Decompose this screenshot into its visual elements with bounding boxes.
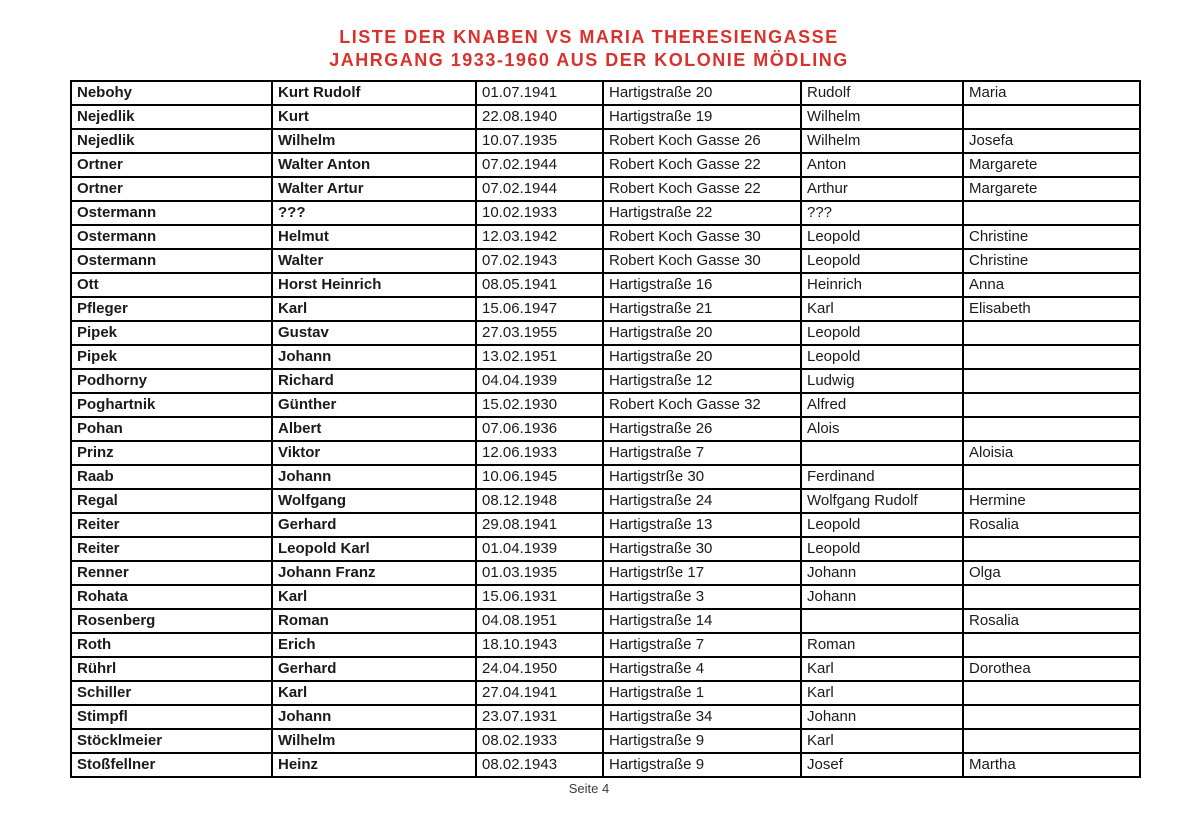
table-cell: Horst Heinrich bbox=[272, 273, 476, 297]
table-cell: Arthur bbox=[801, 177, 963, 201]
table-cell: Hartigstraße 4 bbox=[603, 657, 801, 681]
table-cell: Roman bbox=[801, 633, 963, 657]
table-cell: 01.03.1935 bbox=[476, 561, 603, 585]
table-cell: Wolfgang Rudolf bbox=[801, 489, 963, 513]
table-cell bbox=[963, 201, 1140, 225]
table-cell: Hartigstraße 9 bbox=[603, 729, 801, 753]
table-cell: Josef bbox=[801, 753, 963, 777]
table-row bbox=[71, 441, 1140, 465]
table-row bbox=[71, 609, 1140, 633]
table-cell bbox=[963, 729, 1140, 753]
table-row bbox=[71, 417, 1140, 441]
table-cell: Gerhard bbox=[272, 657, 476, 681]
table-cell: 29.08.1941 bbox=[476, 513, 603, 537]
table-row bbox=[71, 561, 1140, 585]
table-cell: Hartigstraße 24 bbox=[603, 489, 801, 513]
table-cell: Renner bbox=[71, 561, 272, 585]
table-cell: Hartigstrße 17 bbox=[603, 561, 801, 585]
table-cell: Leopold bbox=[801, 537, 963, 561]
table-cell: Johann bbox=[801, 705, 963, 729]
table-row bbox=[71, 585, 1140, 609]
table-cell: Karl bbox=[272, 297, 476, 321]
table-cell: Stimpfl bbox=[71, 705, 272, 729]
table-cell: 08.02.1943 bbox=[476, 753, 603, 777]
table-cell bbox=[963, 681, 1140, 705]
table-cell bbox=[801, 609, 963, 633]
table-cell: Regal bbox=[71, 489, 272, 513]
table-cell: 10.07.1935 bbox=[476, 129, 603, 153]
table-cell: Hartigstraße 9 bbox=[603, 753, 801, 777]
table-cell: Margarete bbox=[963, 177, 1140, 201]
title-line-1: LISTE DER KNABEN VS MARIA THERESIENGASSE bbox=[339, 27, 839, 47]
table-cell: Roman bbox=[272, 609, 476, 633]
table-cell: Rosalia bbox=[963, 609, 1140, 633]
table-cell: Ortner bbox=[71, 153, 272, 177]
table-cell bbox=[963, 585, 1140, 609]
table-cell: Rührl bbox=[71, 657, 272, 681]
table-cell: Richard bbox=[272, 369, 476, 393]
table-cell: Rosalia bbox=[963, 513, 1140, 537]
table-cell: Johann Franz bbox=[272, 561, 476, 585]
table-cell: Ott bbox=[71, 273, 272, 297]
table-cell: Karl bbox=[801, 729, 963, 753]
table-cell: Hartigstraße 1 bbox=[603, 681, 801, 705]
table-cell bbox=[963, 705, 1140, 729]
table-cell bbox=[963, 369, 1140, 393]
table-cell: 01.04.1939 bbox=[476, 537, 603, 561]
table-row bbox=[71, 369, 1140, 393]
table-cell: 07.02.1944 bbox=[476, 153, 603, 177]
table-cell bbox=[963, 321, 1140, 345]
document-title bbox=[0, 26, 1178, 72]
table-cell: Hartigstraße 20 bbox=[603, 81, 801, 105]
table-cell: 12.03.1942 bbox=[476, 225, 603, 249]
table-cell: Karl bbox=[801, 657, 963, 681]
table-row bbox=[71, 753, 1140, 777]
table-cell: 24.04.1950 bbox=[476, 657, 603, 681]
table-cell bbox=[963, 465, 1140, 489]
table-cell: Christine bbox=[963, 249, 1140, 273]
table-cell: Schiller bbox=[71, 681, 272, 705]
table-row bbox=[71, 513, 1140, 537]
table-cell: Stoßfellner bbox=[71, 753, 272, 777]
table-cell: Johann bbox=[801, 585, 963, 609]
table-cell: Hermine bbox=[963, 489, 1140, 513]
table-cell: Pipek bbox=[71, 321, 272, 345]
table-cell: Walter bbox=[272, 249, 476, 273]
table-cell: Ostermann bbox=[71, 249, 272, 273]
table-cell: Martha bbox=[963, 753, 1140, 777]
table-cell: 04.04.1939 bbox=[476, 369, 603, 393]
table-cell: 15.06.1931 bbox=[476, 585, 603, 609]
table-cell: Prinz bbox=[71, 441, 272, 465]
table-cell: Hartigstraße 7 bbox=[603, 633, 801, 657]
table-row bbox=[71, 225, 1140, 249]
table-row bbox=[71, 393, 1140, 417]
table-cell: Ostermann bbox=[71, 225, 272, 249]
table-cell: Walter Anton bbox=[272, 153, 476, 177]
table-cell: Johann bbox=[272, 465, 476, 489]
table-row bbox=[71, 249, 1140, 273]
table-cell: Heinrich bbox=[801, 273, 963, 297]
table-cell bbox=[801, 441, 963, 465]
table-cell: Hartigstraße 14 bbox=[603, 609, 801, 633]
table-cell: Robert Koch Gasse 26 bbox=[603, 129, 801, 153]
table-cell: Hartigstraße 30 bbox=[603, 537, 801, 561]
table-row bbox=[71, 537, 1140, 561]
table-cell: 23.07.1931 bbox=[476, 705, 603, 729]
table-cell: Nebohy bbox=[71, 81, 272, 105]
title-line-2: JAHRGANG 1933-1960 AUS DER KOLONIE MÖDLING bbox=[329, 50, 849, 70]
table-cell: 15.06.1947 bbox=[476, 297, 603, 321]
table-cell: Ferdinand bbox=[801, 465, 963, 489]
table-cell: Viktor bbox=[272, 441, 476, 465]
table-cell: Rudolf bbox=[801, 81, 963, 105]
table-cell bbox=[963, 393, 1140, 417]
table-row bbox=[71, 705, 1140, 729]
table-row bbox=[71, 729, 1140, 753]
table-row bbox=[71, 633, 1140, 657]
table-cell: Alois bbox=[801, 417, 963, 441]
table-cell: Erich bbox=[272, 633, 476, 657]
table-row bbox=[71, 81, 1140, 105]
table-cell bbox=[963, 105, 1140, 129]
table-cell: Johann bbox=[272, 345, 476, 369]
table-cell: Wolfgang bbox=[272, 489, 476, 513]
table-cell: Dorothea bbox=[963, 657, 1140, 681]
table-cell: Aloisia bbox=[963, 441, 1140, 465]
table-cell: Kurt bbox=[272, 105, 476, 129]
table-row bbox=[71, 201, 1140, 225]
table-cell: Günther bbox=[272, 393, 476, 417]
table-row bbox=[71, 153, 1140, 177]
table-cell bbox=[963, 417, 1140, 441]
table-cell: Rohata bbox=[71, 585, 272, 609]
table-cell: Poghartnik bbox=[71, 393, 272, 417]
table-cell: 27.03.1955 bbox=[476, 321, 603, 345]
table-cell: Christine bbox=[963, 225, 1140, 249]
table-cell: Leopold bbox=[801, 249, 963, 273]
table-cell: Karl bbox=[272, 681, 476, 705]
table-cell: Raab bbox=[71, 465, 272, 489]
table-cell: Anton bbox=[801, 153, 963, 177]
table-cell: Olga bbox=[963, 561, 1140, 585]
table-row bbox=[71, 105, 1140, 129]
roster-table-body bbox=[71, 81, 1140, 777]
table-cell: Hartigstraße 12 bbox=[603, 369, 801, 393]
table-cell: Walter Artur bbox=[272, 177, 476, 201]
table-cell: Elisabeth bbox=[963, 297, 1140, 321]
table-cell: Nejedlik bbox=[71, 105, 272, 129]
table-cell: Pohan bbox=[71, 417, 272, 441]
table-cell: 10.06.1945 bbox=[476, 465, 603, 489]
table-cell: 07.06.1936 bbox=[476, 417, 603, 441]
table-cell: Reiter bbox=[71, 513, 272, 537]
table-cell: Karl bbox=[801, 681, 963, 705]
table-cell: Helmut bbox=[272, 225, 476, 249]
table-cell: 08.12.1948 bbox=[476, 489, 603, 513]
table-cell: 22.08.1940 bbox=[476, 105, 603, 129]
table-cell: Hartigstraße 19 bbox=[603, 105, 801, 129]
table-cell: Josefa bbox=[963, 129, 1140, 153]
table-cell: Hartigstraße 16 bbox=[603, 273, 801, 297]
table-row bbox=[71, 657, 1140, 681]
table-cell: Hartigstraße 22 bbox=[603, 201, 801, 225]
table-cell: Hartigstraße 13 bbox=[603, 513, 801, 537]
table-cell: 15.02.1930 bbox=[476, 393, 603, 417]
table-cell: Johann bbox=[801, 561, 963, 585]
table-cell: Wilhelm bbox=[801, 105, 963, 129]
table-cell bbox=[963, 633, 1140, 657]
table-row bbox=[71, 129, 1140, 153]
table-cell: Reiter bbox=[71, 537, 272, 561]
table-cell: Rosenberg bbox=[71, 609, 272, 633]
table-cell: Hartigstraße 20 bbox=[603, 321, 801, 345]
table-cell: Margarete bbox=[963, 153, 1140, 177]
table-cell: 01.07.1941 bbox=[476, 81, 603, 105]
table-cell: Wilhelm bbox=[801, 129, 963, 153]
table-row bbox=[71, 489, 1140, 513]
table-row bbox=[71, 681, 1140, 705]
table-cell: Nejedlik bbox=[71, 129, 272, 153]
table-cell: Hartigstraße 26 bbox=[603, 417, 801, 441]
table-cell: 08.02.1933 bbox=[476, 729, 603, 753]
table-cell: Karl bbox=[272, 585, 476, 609]
table-cell: Kurt Rudolf bbox=[272, 81, 476, 105]
table-cell: Alfred bbox=[801, 393, 963, 417]
table-cell: Leopold bbox=[801, 513, 963, 537]
table-row bbox=[71, 465, 1140, 489]
table-cell: Karl bbox=[801, 297, 963, 321]
table-cell: Maria bbox=[963, 81, 1140, 105]
table-cell: Robert Koch Gasse 30 bbox=[603, 225, 801, 249]
table-cell: ??? bbox=[801, 201, 963, 225]
table-cell: 18.10.1943 bbox=[476, 633, 603, 657]
table-cell: 08.05.1941 bbox=[476, 273, 603, 297]
table-cell: Hartigstraße 21 bbox=[603, 297, 801, 321]
table-cell: Albert bbox=[272, 417, 476, 441]
table-cell: Gerhard bbox=[272, 513, 476, 537]
table-cell: Pipek bbox=[71, 345, 272, 369]
table-cell: Leopold Karl bbox=[272, 537, 476, 561]
table-cell: 07.02.1943 bbox=[476, 249, 603, 273]
table-cell: Robert Koch Gasse 32 bbox=[603, 393, 801, 417]
table-cell: Pfleger bbox=[71, 297, 272, 321]
table-cell: 12.06.1933 bbox=[476, 441, 603, 465]
table-cell: Wilhelm bbox=[272, 729, 476, 753]
table-row bbox=[71, 297, 1140, 321]
table-cell: 04.08.1951 bbox=[476, 609, 603, 633]
table-cell: Gustav bbox=[272, 321, 476, 345]
table-cell bbox=[963, 345, 1140, 369]
table-cell: Roth bbox=[71, 633, 272, 657]
table-cell: Leopold bbox=[801, 321, 963, 345]
table-cell: ??? bbox=[272, 201, 476, 225]
table-cell: 10.02.1933 bbox=[476, 201, 603, 225]
table-cell: Hartigstraße 34 bbox=[603, 705, 801, 729]
table-cell: Heinz bbox=[272, 753, 476, 777]
table-cell: 13.02.1951 bbox=[476, 345, 603, 369]
table-row bbox=[71, 345, 1140, 369]
table-row bbox=[71, 177, 1140, 201]
table-cell: Ostermann bbox=[71, 201, 272, 225]
table-cell: Leopold bbox=[801, 225, 963, 249]
table-cell: Robert Koch Gasse 22 bbox=[603, 177, 801, 201]
table-cell: 27.04.1941 bbox=[476, 681, 603, 705]
table-cell: Ortner bbox=[71, 177, 272, 201]
table-cell bbox=[963, 537, 1140, 561]
table-cell: Stöcklmeier bbox=[71, 729, 272, 753]
page-number: Seite 4 bbox=[568, 781, 610, 796]
table-row bbox=[71, 273, 1140, 297]
table-row bbox=[71, 321, 1140, 345]
boys-roster-table bbox=[70, 80, 1141, 778]
table-cell: Robert Koch Gasse 22 bbox=[603, 153, 801, 177]
table-cell: 07.02.1944 bbox=[476, 177, 603, 201]
table-cell: Anna bbox=[963, 273, 1140, 297]
table-cell: Leopold bbox=[801, 345, 963, 369]
table-cell: Hartigstraße 3 bbox=[603, 585, 801, 609]
table-cell: Johann bbox=[272, 705, 476, 729]
table-cell: Hartigstraße 20 bbox=[603, 345, 801, 369]
table-cell: Wilhelm bbox=[272, 129, 476, 153]
table-cell: Ludwig bbox=[801, 369, 963, 393]
table-cell: Podhorny bbox=[71, 369, 272, 393]
table-cell: Hartigstrße 30 bbox=[603, 465, 801, 489]
table-cell: Robert Koch Gasse 30 bbox=[603, 249, 801, 273]
table-cell: Hartigstraße 7 bbox=[603, 441, 801, 465]
